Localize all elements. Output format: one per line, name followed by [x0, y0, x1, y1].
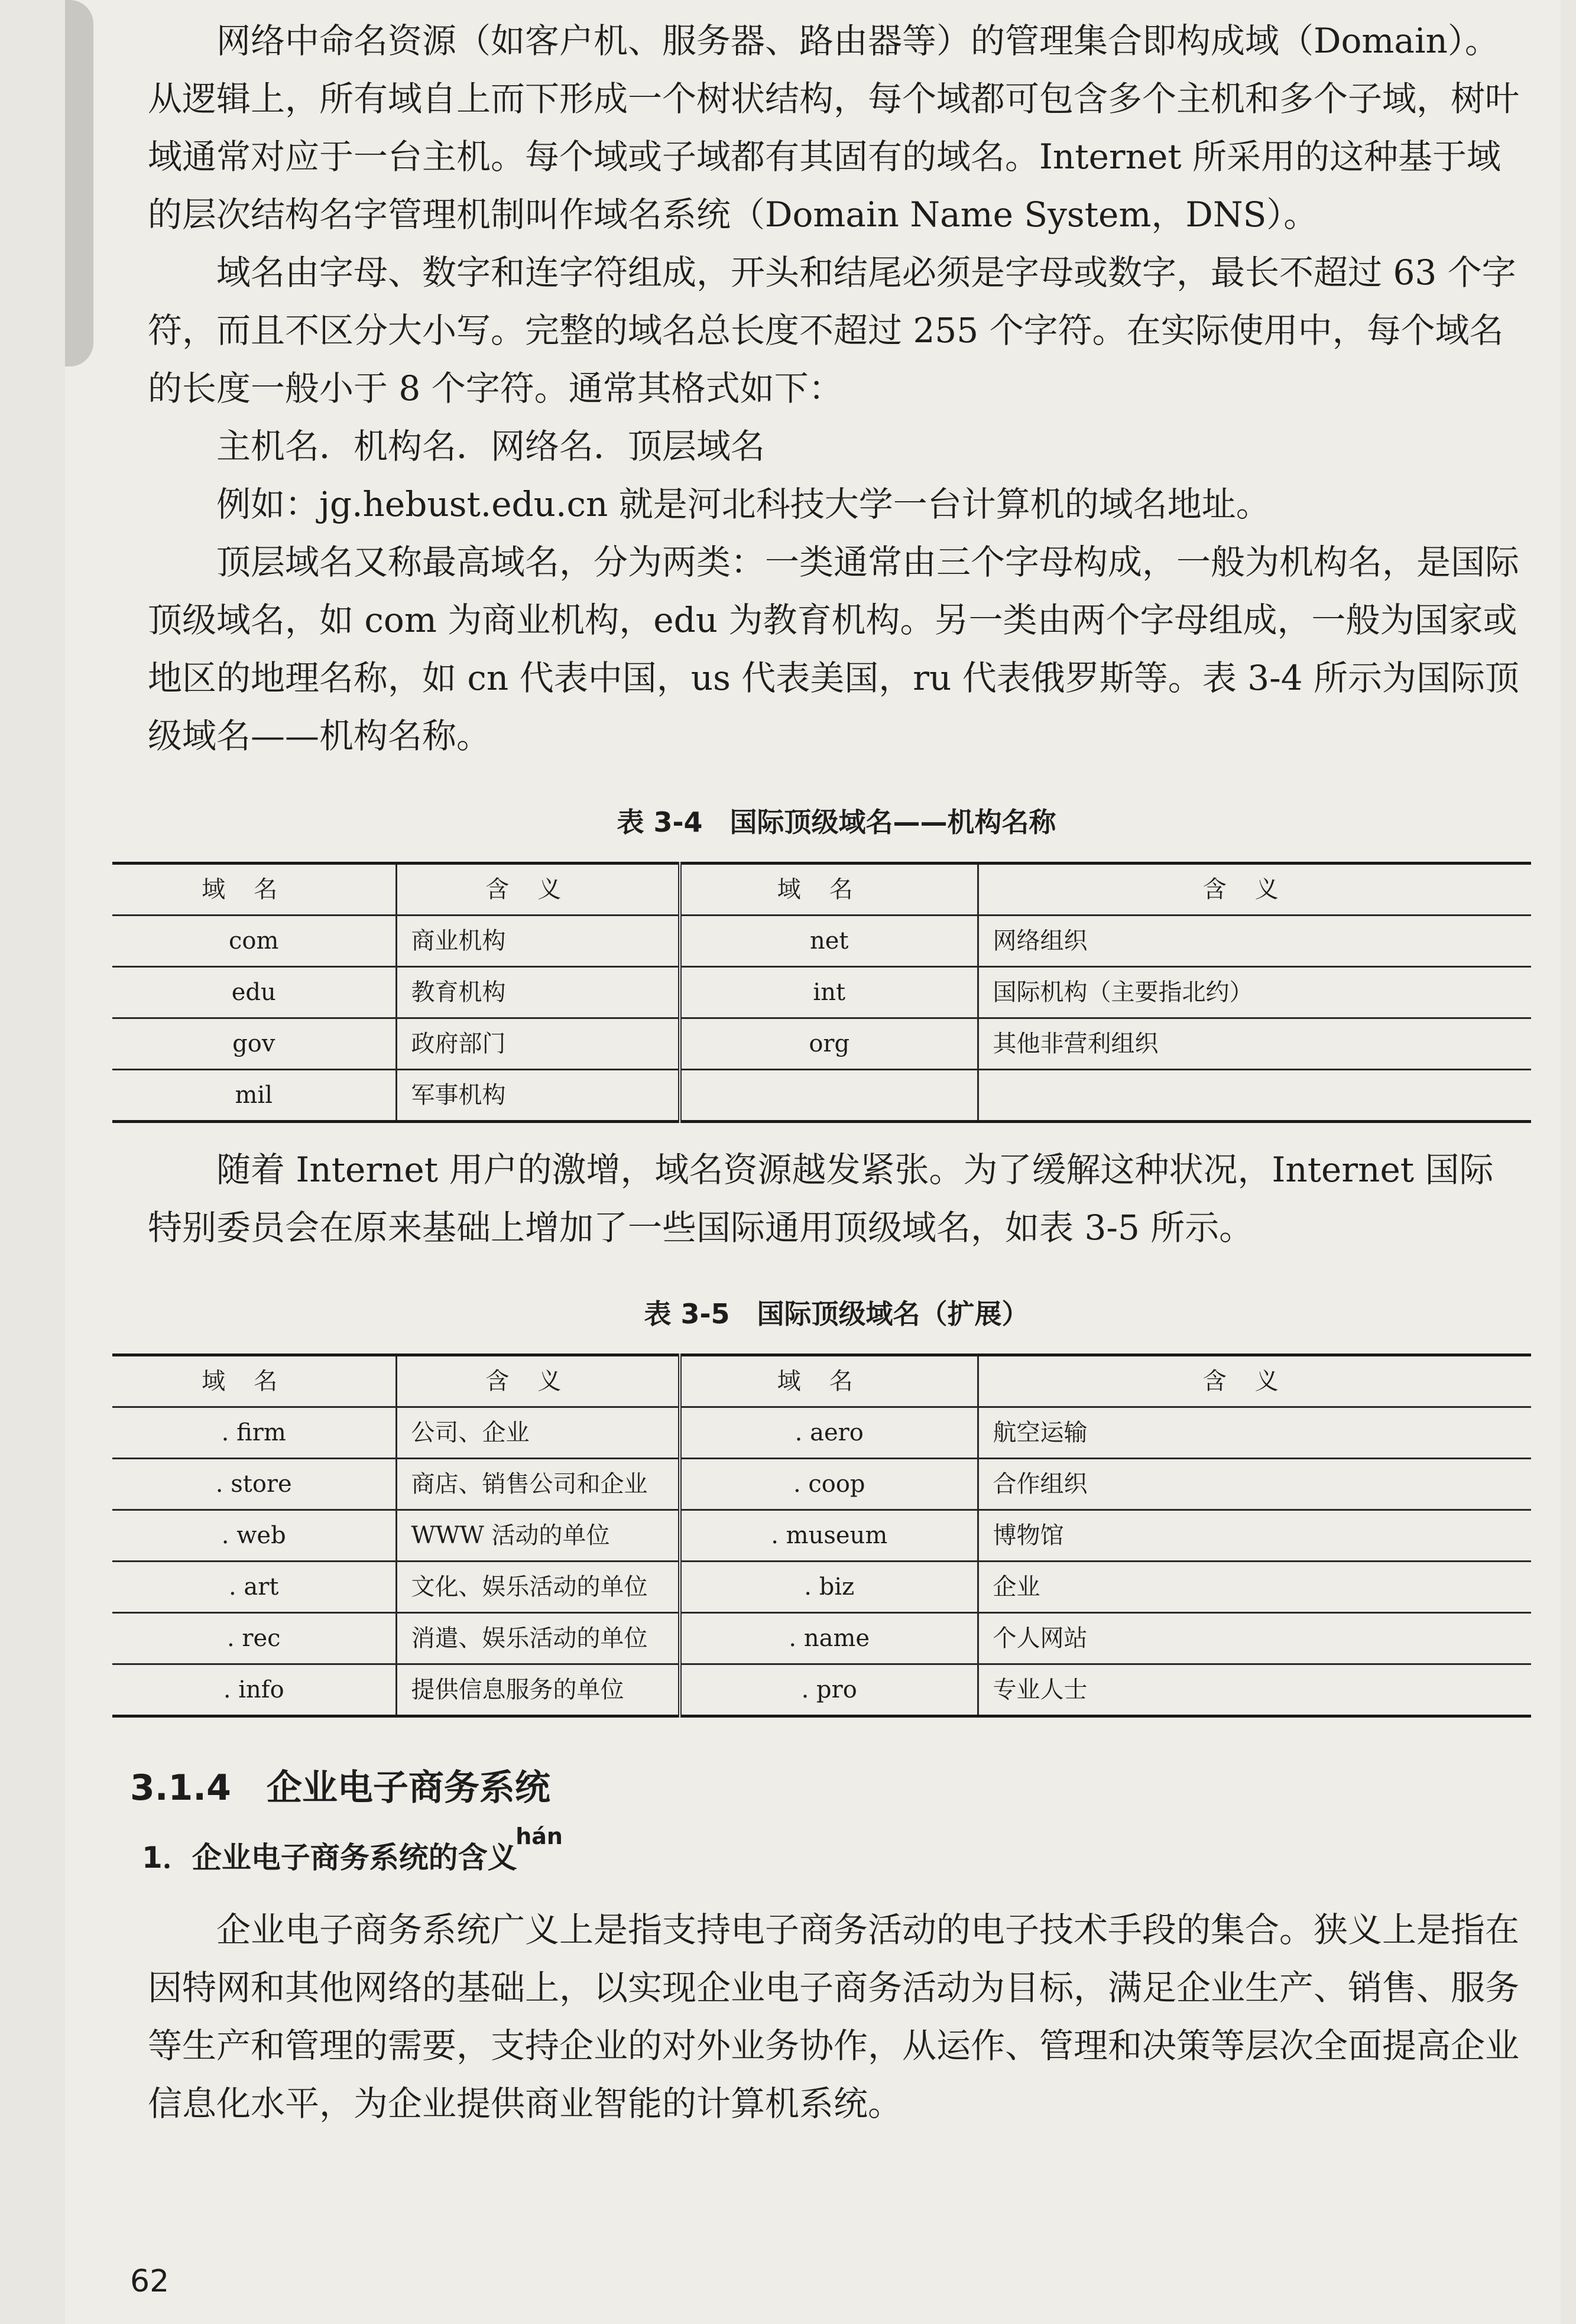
table-cell: 消遣、娱乐活动的单位 — [396, 1613, 680, 1664]
table-row — [112, 1664, 1531, 1716]
table-3-5-caption: 表 3-5 国际顶级域名（扩展） — [644, 1298, 1029, 1330]
section-heading: 3.1.4 企业电子商务系统 — [130, 1767, 550, 1809]
table-header-cell: 含义 — [396, 1355, 680, 1407]
table-cell: . web — [112, 1510, 396, 1562]
table-header-cell: 含义 — [978, 864, 1531, 916]
table-cell: com — [112, 916, 396, 967]
table-cell — [680, 1070, 978, 1122]
table-cell: 个人网站 — [978, 1613, 1531, 1664]
paragraph-domain-rules: 域名由字母、数字和连字符组成，开头和结尾必须是字母或数字，最长不超过 63 个字符，而且不区分大小写。完整的域名总长度不超过 255 个字符。在实际使用中，每个域名的长度一般小于 8 个字符。通常其格式如下： — [148, 252, 1516, 408]
table-row — [112, 1510, 1531, 1562]
handwritten-annotation: hán — [515, 1823, 563, 1849]
paragraph-domain-definition: 网络中命名资源（如客户机、服务器、路由器等）的管理集合即构成域（Domain）。从逻辑上，所有域自上而下形成一个树状结构，每个域都可包含多个主机和多个子域，树叶域通常对应于一台主机。每个域或子域都有其固有的域名。Internet 所采用的这种基于域的层次结构名字管理机制叫作域名系统（Domain Name System，DNS）。 — [148, 21, 1520, 235]
table-row — [112, 916, 1531, 967]
table-3-4-caption: 表 3-4 国际顶级域名——机构名称 — [617, 806, 1056, 838]
table-cell: org — [680, 1018, 978, 1070]
table-cell: 教育机构 — [396, 967, 680, 1018]
table-cell: . museum — [680, 1510, 978, 1562]
table-cell: 军事机构 — [396, 1070, 680, 1122]
table-cell: 商业机构 — [396, 916, 680, 967]
table-cell: 商店、销售公司和企业 — [396, 1459, 680, 1510]
paragraph-ecommerce-system: 企业电子商务系统广义上是指支持电子商务活动的电子技术手段的集合。狭义上是指在因特网和其他网络的基础上，以实现企业电子商务活动为目标，满足企业生产、销售、服务等生产和管理的需要，支持企业的对外业务协作，从运作、管理和决策等层次全面提高企业信息化水平，为企业提供商业智能的计算机系统。 — [148, 1910, 1520, 2124]
table-header-cell: 域名 — [112, 864, 396, 916]
table-row — [112, 1018, 1531, 1070]
table-header-row — [112, 864, 1531, 916]
paragraph-top-level-domains: 顶层域名又称最高域名，分为两类：一类通常由三个字母构成，一般为机构名，是国际顶级域名，如 com 为商业机构，edu 为教育机构。另一类由两个字母组成，一般为国家或地区的地理名称，如 cn 代表中国，us 代表美国，ru 代表俄罗斯等。表 3-4 所示为国际顶级域名——机构名称。 — [148, 542, 1520, 756]
subsection-heading-text: 1．企业电子商务系统的含义 — [142, 1841, 517, 1875]
table-header-cell: 含义 — [978, 1355, 1531, 1407]
paragraph-domain-format: 主机名．机构名．网络名．顶层域名 — [216, 426, 766, 466]
table-row — [112, 1070, 1531, 1122]
table-cell: 公司、企业 — [396, 1407, 680, 1459]
table-row — [112, 1613, 1531, 1664]
table-cell: mil — [112, 1070, 396, 1122]
table-3-4 — [112, 862, 1531, 1123]
table-cell: int — [680, 967, 978, 1018]
table-cell: net — [680, 916, 978, 967]
table-cell: 文化、娱乐活动的单位 — [396, 1562, 680, 1613]
table-cell: . firm — [112, 1407, 396, 1459]
table-cell — [978, 1070, 1531, 1122]
table-cell: 网络组织 — [978, 916, 1531, 967]
table-cell: 航空运输 — [978, 1407, 1531, 1459]
table-cell: . info — [112, 1664, 396, 1716]
table-cell: edu — [112, 967, 396, 1018]
table-cell: 其他非营利组织 — [978, 1018, 1531, 1070]
table-cell: gov — [112, 1018, 396, 1070]
table-cell: . coop — [680, 1459, 978, 1510]
table-cell: 博物馆 — [978, 1510, 1531, 1562]
table-header-row — [112, 1355, 1531, 1407]
book-page — [65, 0, 1561, 2324]
table-cell: . name — [680, 1613, 978, 1664]
table-row — [112, 1562, 1531, 1613]
table-cell: . rec — [112, 1613, 396, 1664]
table-cell: . art — [112, 1562, 396, 1613]
table-cell: . pro — [680, 1664, 978, 1716]
table-row — [112, 967, 1531, 1018]
table-cell: . aero — [680, 1407, 978, 1459]
paragraph-domain-growth: 随着 Internet 用户的激增，域名资源越发紧张。为了缓解这种状况，Internet 国际特别委员会在原来基础上增加了一些国际通用顶级域名，如表 3-5 所示。 — [148, 1150, 1494, 1248]
subsection-heading — [142, 1823, 1525, 1889]
table-cell: 合作组织 — [978, 1459, 1531, 1510]
table-cell: WWW 活动的单位 — [396, 1510, 680, 1562]
binding-shadow — [65, 0, 93, 366]
table-cell: 企业 — [978, 1562, 1531, 1613]
paragraph-domain-example: 例如：jg.hebust.edu.cn 就是河北科技大学一台计算机的域名地址。 — [216, 484, 1270, 524]
table-header-cell: 域名 — [680, 1355, 978, 1407]
table-cell: 提供信息服务的单位 — [396, 1664, 680, 1716]
table-header-cell: 域名 — [112, 1355, 396, 1407]
table-cell: 政府部门 — [396, 1018, 680, 1070]
table-header-cell: 域名 — [680, 864, 978, 916]
table-row — [112, 1407, 1531, 1459]
table-row — [112, 1459, 1531, 1510]
table-3-5 — [112, 1353, 1531, 1718]
table-cell: . store — [112, 1459, 396, 1510]
table-cell: 国际机构（主要指北约） — [978, 967, 1531, 1018]
table-header-cell: 含义 — [396, 864, 680, 916]
table-cell: . biz — [680, 1562, 978, 1613]
page-number: 62 — [130, 2264, 170, 2299]
page-body — [130, 12, 1525, 2133]
table-cell: 专业人士 — [978, 1664, 1531, 1716]
